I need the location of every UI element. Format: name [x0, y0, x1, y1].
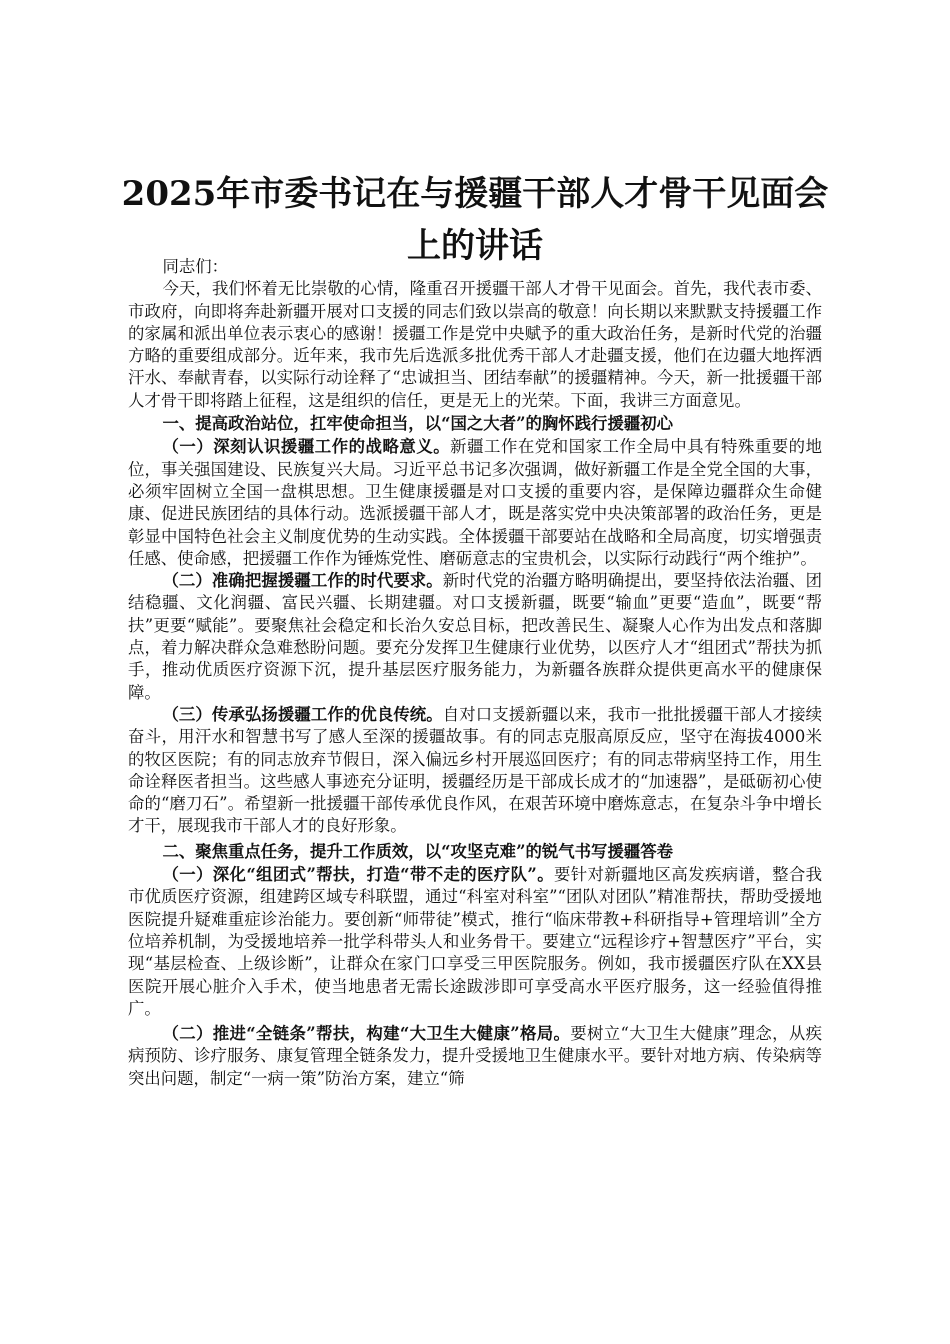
paragraph-text: 要针对新疆地区高发疾病谱，整合我市优质医疗资源，组建跨区域专科联盟，通过“科室对科室”“团队对团队”精准帮扶，帮助受援地医院提升疑难重症诊治能力。要创新“师带徒”模式，推行“临床带教+科研指导+管理培训”全方位培养机制，为受援地培养一批学科带头人和业务骨干。要建立“远程诊疗+智慧医疗”平台，实现“基层检查、上级诊断”，让群众在家门口享受三甲医院服务。例如，我市援疆医疗队在XX县医院开展心脏介入手术，使当地患者无需长途跋涉即可享受高水平医疗服务，这一经验值得推广。 — [128, 865, 823, 1018]
paragraph-lead: （二）准确把握援疆工作的时代要求。 — [162, 571, 443, 591]
document-title: 2025年市委书记在与援疆干部人才骨干见面会上的讲话 — [121, 174, 829, 266]
paragraph-1-3 — [128, 704, 822, 838]
paragraph-text: 自对口支援新疆以来，我市一批批援疆干部人才接续奋斗，用汗水和智慧书写了感人至深的援疆故事。有的同志克服高原反应，坚守在海拔4000米的牧区医院；有的同志放弃节假日，深入偏远乡村开展巡回医疗；有的同志带病坚持工作，用生命诠释医者担当。这些感人事迹充分证明，援疆经历是干部成长成才的“加速器”，是砥砺初心使命的“磨刀石”。希望新一批援疆干部传承优良作风，在艰苦环境中磨炼意志，在复杂斗争中增长才干，展现我市干部人才的良好形象。 — [128, 704, 823, 836]
paragraph-1-1 — [128, 436, 822, 570]
paragraph-text: 要树立“大卫生大健康”理念，从疾病预防、诊疗服务、康复管理全链条发力，提升受援地卫生健康水平。要针对地方病、传染病等突出问题，制定“一病一策”防治方案，建立“筛 — [128, 1024, 822, 1088]
paragraph-lead: （三）传承弘扬援疆工作的优良传统。 — [162, 704, 443, 724]
paragraph-1-2 — [128, 570, 822, 704]
intro-paragraph: 今天，我们怀着无比崇敬的心情，隆重召开援疆干部人才骨干见面会。首先，我代表市委、市政府，向即将奔赴新疆开展对口支援的同志们致以崇高的敬意！向长期以来默默支持援疆工作的家属和派出单位表示衷心的感谢！援疆工作是党中央赋予的重大政治任务，是新时代党的治疆方略的重要组成部分。近年来，我市先后选派多批优秀干部人才赴疆支援，他们在边疆大地挥洒汗水、奉献青春，以实际行动诠释了“忠诚担当、团结奉献”的援疆精神。今天，新一批援疆干部人才骨干即将踏上征程，这是组织的信任，更是无上的光荣。下面，我讲三方面意见。 — [128, 279, 822, 410]
section-heading-2: 二、聚焦重点任务，提升工作质效，以“攻坚克难”的锐气书写援疆答卷 — [162, 841, 674, 861]
paragraph-lead: （一）深刻认识援疆工作的战略意义。 — [162, 437, 451, 457]
paragraph-text: 新时代党的治疆方略明确提出，要坚持依法治疆、团结稳疆、文化润疆、富民兴疆、长期建疆。对口支援新疆，既要“输血”更要“造血”，既要“帮扶”更要“赋能”。要聚焦社会稳定和长治久安总目标，把改善民生、凝聚人心作为出发点和落脚点，着力解决群众急难愁盼问题。要充分发挥卫生健康行业优势，以医疗人才“组团式”帮扶为抓手，推动优质医疗资源下沉，提升基层医疗服务能力，为新疆各族群众提供更高水平的健康保障。 — [128, 571, 823, 702]
paragraph-2-2 — [128, 1023, 822, 1090]
document-body — [128, 256, 822, 1090]
paragraph-lead: （二）推进“全链条”帮扶，构建“大卫生大健康”格局。 — [162, 1024, 571, 1044]
salutation: 同志们： — [162, 257, 228, 276]
section-heading-1: 一、提高政治站位，扛牢使命担当，以“国之大者”的胸怀践行援疆初心 — [162, 414, 674, 434]
paragraph-text: 新疆工作在党和国家工作全局中具有特殊重要的地位，事关强国建设、民族复兴大局。习近平总书记多次强调，做好新疆工作是全党全国的大事，必须牢固树立全国一盘棋思想。卫生健康援疆是对口支援的重要内容，是保障边疆群众生命健康、促进民族团结的具体行动。选派援疆干部人才，既是落实党中央决策部署的政治任务，更是彰显中国特色社会主义制度优势的生动实践。全体援疆干部要站在战略和全局高度，切实增强责任感、使命感，把援疆工作作为锤炼党性、磨砺意志的宝贵机会，以实际行动践行“两个维护”。 — [128, 437, 822, 568]
paragraph-lead: （一）深化“组团式”帮扶，打造“带不走的医疗队”。 — [162, 865, 554, 885]
paragraph-2-1 — [128, 864, 822, 1020]
